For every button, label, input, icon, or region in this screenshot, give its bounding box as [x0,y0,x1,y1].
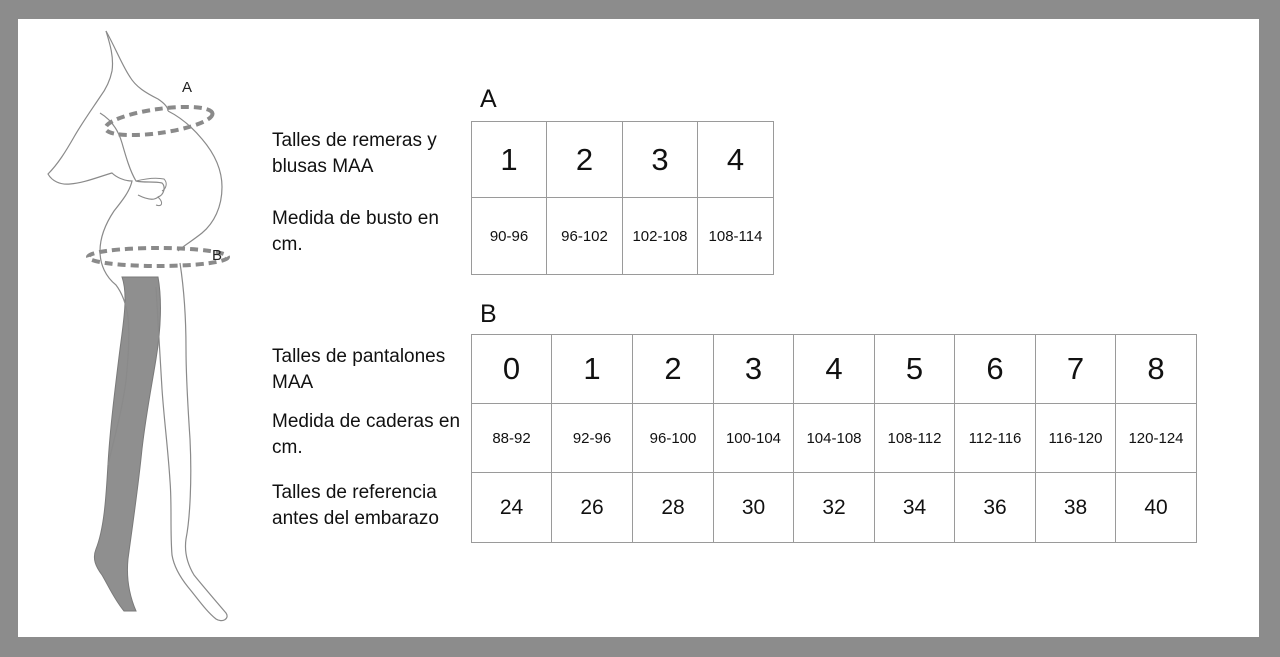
table-a-size-cell: 4 [698,122,774,198]
table-b-size-cell: 5 [875,335,955,404]
back-leg-shape [94,277,160,611]
table-b-hip-cell: 112-116 [955,404,1036,473]
table-b-hip-cell: 120-124 [1116,404,1197,473]
front-leg-outline [156,263,227,621]
table-b-hip-cell: 88-92 [472,404,552,473]
table-a-top-sizes [471,121,774,275]
table-b-hip-cell: 96-100 [633,404,714,473]
table-b-row-label-reference: Talles de referencia antes del embarazo [272,482,439,529]
table-a-bust-cell: 102-108 [623,198,698,275]
table-b-hip-row [472,404,1197,473]
table-b-pants-sizes [471,334,1197,543]
silhouette-illustration [18,19,278,637]
table-b-size-cell: 7 [1036,335,1116,404]
figure-label-a: A [182,79,193,96]
table-b-reference-cell: 40 [1116,473,1197,543]
table-b-hip-cell: 92-96 [552,404,633,473]
table-b-row-label-hips: Medida de caderas en cm. [272,411,461,458]
table-b-size-cell: 4 [794,335,875,404]
table-b-reference-cell: 32 [794,473,875,543]
table-a-row-label-bust: Medida de busto en cm. [272,208,439,255]
table-b-reference-cell: 26 [552,473,633,543]
table-b-reference-cell: 36 [955,473,1036,543]
table-b-size-cell: 1 [552,335,633,404]
table-b-reference-cell: 28 [633,473,714,543]
table-a-bust-cell: 96-102 [547,198,623,275]
table-b-reference-cell: 30 [714,473,794,543]
table-b-size-cell: 0 [472,335,552,404]
table-b-size-cell: 2 [633,335,714,404]
table-b-reference-cell: 38 [1036,473,1116,543]
table-b-row-label-sizes: Talles de pantalones MAA [272,346,446,393]
neck-and-back-outline [106,31,168,111]
table-b-hip-cell: 116-120 [1036,404,1116,473]
size-chart-panel [18,19,1259,637]
table-a-size-row [472,122,774,198]
table-b-hip-cell: 108-112 [875,404,955,473]
table-b-reference-cell: 34 [875,473,955,543]
table-a-size-cell: 2 [547,122,623,198]
table-a-bust-row [472,198,774,275]
section-a-letter: A [480,85,497,113]
section-b-letter: B [480,300,497,328]
table-b-reference-row [472,473,1197,543]
table-b-size-cell: 6 [955,335,1036,404]
table-a-bust-cell: 90-96 [472,198,547,275]
table-b-size-cell: 8 [1116,335,1197,404]
table-b-reference-cell: 24 [472,473,552,543]
arm-outline [100,113,164,199]
table-b-size-row [472,335,1197,404]
table-b-hip-cell: 100-104 [714,404,794,473]
table-b-hip-cell: 104-108 [794,404,875,473]
hip-measurement-line [88,248,228,266]
table-a-size-cell: 3 [623,122,698,198]
figure-label-b: B [212,247,223,264]
pregnant-silhouette-figure [18,19,278,637]
table-a-bust-cell: 108-114 [698,198,774,275]
table-a-row-label-sizes: Talles de remeras y blusas MAA [272,130,437,177]
table-b-size-cell: 3 [714,335,794,404]
table-a-size-cell: 1 [472,122,547,198]
